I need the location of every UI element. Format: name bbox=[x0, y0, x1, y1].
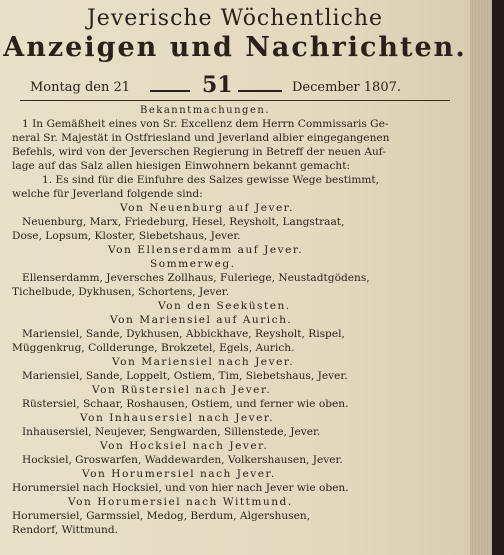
route-line: Rüstersiel, Schaar, Roshausen, Ostiem, und ferner wie oben. bbox=[22, 398, 349, 410]
dateline bbox=[30, 74, 450, 98]
background-shadow bbox=[492, 0, 504, 555]
route-line: Mariensiel, Sande, Loppelt, Ostiem, Tim, Siebetshaus, Jever. bbox=[22, 370, 348, 382]
text-line: welche für Jeverland folgende sind: bbox=[12, 188, 203, 200]
issue-day-date: Montag den 21 bbox=[30, 80, 131, 95]
issue-number: 51 bbox=[202, 72, 233, 98]
dateline-dash-right bbox=[238, 90, 282, 92]
masthead-line1: Jeverische Wöchentliche bbox=[86, 6, 384, 31]
route-line: Rendorf, Wittmund. bbox=[12, 524, 119, 536]
header-rule bbox=[20, 100, 450, 101]
route-line: Mariensiel, Sande, Dykhusen, Abbickhave, Reysholt, Rispel, bbox=[22, 328, 345, 340]
route-heading: Von Inhausersiel nach Jever. bbox=[80, 412, 275, 424]
route-heading: Von Hocksiel nach Jever. bbox=[100, 440, 269, 452]
route-heading: Von Ellenserdamm auf Jever. bbox=[108, 244, 304, 256]
dateline-dash-left bbox=[150, 90, 190, 92]
route-heading: Von den Seeküsten. bbox=[158, 300, 291, 312]
route-line: Horumersiel nach Hocksiel, und von hier nach Jever wie oben. bbox=[12, 482, 349, 494]
route-line: Hocksiel, Groswarfen, Waddewarden, Volkershausen, Jever. bbox=[22, 454, 343, 466]
issue-month-year: December 1807. bbox=[292, 80, 401, 95]
text-line: 1. Es sind für die Einfuhre des Salzes gewisse Wege bestimmt, bbox=[42, 174, 380, 186]
route-line: Dose, Lopsum, Kloster, Siebetshaus, Jever. bbox=[12, 230, 241, 242]
route-heading: Von Rüstersiel nach Jever. bbox=[92, 384, 272, 396]
route-line: Tichelbude, Dykhusen, Schortens, Jever. bbox=[12, 286, 230, 298]
route-heading: Von Neuenburg auf Jever. bbox=[120, 202, 294, 214]
text-line: Befehls, wird von der Jeverschen Regierung in Betreff der neuen Auf- bbox=[12, 146, 386, 158]
route-line: Ellenserdamm, Jeversches Zollhaus, Fuleriege, Neustadtgödens, bbox=[22, 272, 370, 284]
section-heading: Bekanntmachungen. bbox=[140, 105, 270, 116]
route-subheading: Sommerweg. bbox=[150, 258, 236, 270]
route-line: Neuenburg, Marx, Friedeburg, Hesel, Reysholt, Langstraat, bbox=[22, 216, 345, 228]
route-heading: Von Horumersiel nach Jever. bbox=[82, 468, 276, 480]
route-line: Horumersiel, Garmssiel, Medog, Berdum, Algershusen, bbox=[12, 510, 311, 522]
route-heading: Von Mariensiel nach Jever. bbox=[112, 356, 295, 368]
text-line: 1 In Gemäßheit eines von Sr. Excellenz dem Herrn Commissaris Ge- bbox=[22, 118, 389, 130]
route-heading: Von Horumersiel nach Wittmund. bbox=[68, 496, 293, 508]
route-line: Inhausersiel, Neujever, Sengwarden, Sillenstede, Jever. bbox=[22, 426, 321, 438]
text-line: neral Sr. Majestät in Ostfriesland und Jeverland albier eingegangenen bbox=[12, 132, 390, 144]
route-line: Müggenkrug, Collderunge, Brokzetel, Egels, Aurich. bbox=[12, 342, 295, 354]
masthead-line2: Anzeigen und Nachrichten. bbox=[3, 32, 467, 63]
text-line: lage auf das Salz allen hiesigen Einwohnern bekannt gemacht: bbox=[12, 160, 351, 172]
route-heading: Von Mariensiel auf Aurich. bbox=[110, 314, 293, 326]
